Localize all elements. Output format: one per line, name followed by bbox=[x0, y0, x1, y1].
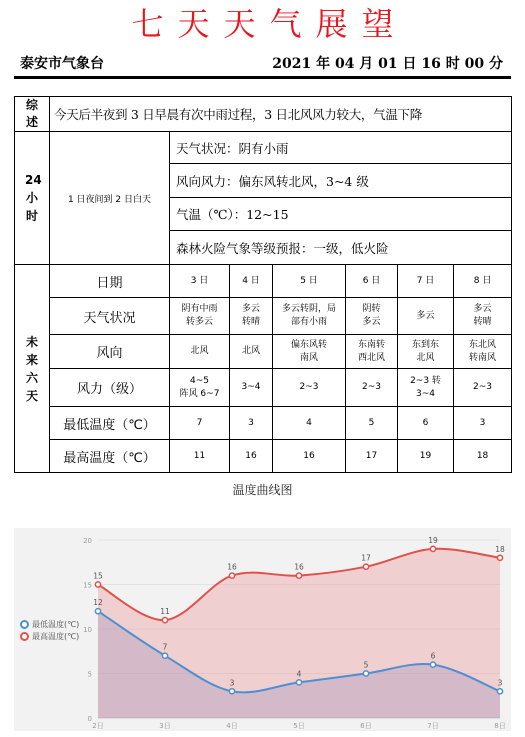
date-cell: 8 日 bbox=[454, 265, 512, 298]
data-point bbox=[430, 546, 435, 551]
wind-direction-cell: 东南转 西北风 bbox=[346, 335, 398, 369]
data-point bbox=[430, 662, 435, 667]
h24-temperature: 气温（℃）：12~15 bbox=[170, 198, 512, 231]
max-temp-cell: 11 bbox=[170, 440, 230, 473]
six-day-label: 未 来 六 天 bbox=[15, 265, 50, 473]
wind-force-cell: 2~3 bbox=[273, 369, 346, 407]
data-point bbox=[162, 618, 167, 623]
wind-direction-cell: 东北风 转南风 bbox=[454, 335, 512, 369]
summary-text: 今天后半夜到 3 日早晨有次中雨过程，3 日北风风力较大，气温下降 bbox=[50, 97, 512, 132]
legend-min-label: 最低温度(℃) bbox=[32, 619, 80, 629]
h24-fire-danger: 森林火险气象等级预报：一级，低火险 bbox=[170, 231, 512, 265]
legend-max-icon bbox=[20, 632, 29, 641]
data-point bbox=[497, 555, 502, 560]
wind-direction-cell: 北风 bbox=[170, 335, 230, 369]
weather-cell: 多云 转晴 bbox=[454, 298, 512, 335]
data-point bbox=[497, 689, 502, 694]
weather-cell: 多云转阴，局 部有小雨 bbox=[273, 298, 346, 335]
issue-datetime: 2021 年 04 月 01 日 16 时 00 分 bbox=[272, 56, 503, 72]
h24-wind: 风向风力：偏东风转北风，3~4 级 bbox=[170, 164, 512, 198]
data-label: 7 bbox=[162, 642, 168, 652]
data-label: 4 bbox=[296, 669, 302, 679]
date-cell: 4 日 bbox=[230, 265, 273, 298]
temperature-chart bbox=[14, 528, 511, 731]
issuing-organization: 泰安市气象台 bbox=[20, 56, 104, 72]
row-label-max-temp: 最高温度（℃） bbox=[50, 440, 170, 473]
min-temp-cell: 5 bbox=[346, 407, 398, 440]
weather-cell: 多云 转晴 bbox=[230, 298, 273, 335]
temperature-chart-svg bbox=[14, 528, 511, 731]
data-point bbox=[162, 653, 167, 658]
data-label: 18 bbox=[495, 544, 505, 554]
date-cell: 6 日 bbox=[346, 265, 398, 298]
row-label-weather: 天气状况 bbox=[50, 298, 170, 335]
h24-period: 1 日夜间到 2 日白天 bbox=[50, 132, 170, 265]
x-tick-label: 2日 bbox=[92, 722, 104, 730]
wind-direction-cell: 偏东风转 南风 bbox=[273, 335, 346, 369]
h24-label: 24 小 时 bbox=[15, 132, 50, 265]
legend-item-max[interactable] bbox=[20, 630, 79, 642]
wind-direction-cell: 北风 bbox=[230, 335, 273, 369]
min-temp-cell: 7 bbox=[170, 407, 230, 440]
min-temp-cell: 4 bbox=[273, 407, 346, 440]
h24-weather: 天气状况：阴有小雨 bbox=[170, 132, 512, 164]
data-point bbox=[95, 609, 100, 614]
max-temp-cell: 18 bbox=[454, 440, 512, 473]
data-label: 6 bbox=[430, 651, 436, 661]
header-row bbox=[14, 50, 511, 76]
y-tick-label: 15 bbox=[83, 581, 92, 590]
x-tick-label: 8日 bbox=[494, 722, 506, 730]
page-title: 七天天气展望 bbox=[131, 5, 408, 43]
row-label-wind-force: 风力（级） bbox=[50, 369, 170, 407]
data-label: 16 bbox=[227, 562, 237, 572]
header-divider bbox=[14, 76, 511, 79]
weather-cell: 阴转 多云 bbox=[346, 298, 398, 335]
row-label-date: 日期 bbox=[50, 265, 170, 298]
y-tick-label: 5 bbox=[87, 670, 92, 679]
legend-min-icon bbox=[20, 620, 29, 629]
summary-label: 综述 bbox=[15, 97, 50, 132]
data-point bbox=[95, 582, 100, 587]
min-temp-cell: 6 bbox=[398, 407, 454, 440]
data-label: 11 bbox=[160, 607, 170, 617]
max-temp-cell: 19 bbox=[398, 440, 454, 473]
min-temp-cell: 3 bbox=[230, 407, 273, 440]
legend-item-min[interactable] bbox=[20, 618, 79, 630]
data-label: 3 bbox=[497, 678, 503, 688]
forecast-table bbox=[14, 96, 512, 473]
wind-force-cell: 2~3 bbox=[346, 369, 398, 407]
data-point bbox=[296, 573, 301, 578]
max-temp-cell: 17 bbox=[346, 440, 398, 473]
min-temp-cell: 3 bbox=[454, 407, 512, 440]
data-label: 17 bbox=[361, 553, 371, 563]
weather-cell: 多云 bbox=[398, 298, 454, 335]
date-cell: 5 日 bbox=[273, 265, 346, 298]
data-label: 19 bbox=[428, 535, 438, 545]
data-label: 3 bbox=[229, 678, 235, 688]
data-point bbox=[229, 573, 234, 578]
x-tick-label: 6日 bbox=[360, 722, 372, 730]
wind-force-cell: 4~5 阵风 6~7 bbox=[170, 369, 230, 407]
y-tick-label: 0 bbox=[87, 715, 92, 723]
x-tick-label: 3日 bbox=[159, 722, 171, 730]
chart-legend bbox=[20, 618, 79, 642]
chart-caption: 温度曲线图 bbox=[232, 483, 293, 497]
data-point bbox=[296, 680, 301, 685]
x-tick-label: 7日 bbox=[427, 722, 439, 730]
y-tick-label: 10 bbox=[83, 626, 92, 634]
x-tick-label: 5日 bbox=[293, 722, 305, 730]
data-label: 15 bbox=[93, 571, 103, 581]
data-label: 5 bbox=[363, 660, 369, 670]
y-tick-label: 20 bbox=[83, 537, 92, 545]
data-label: 12 bbox=[93, 598, 103, 608]
weather-cell: 阴有中雨 转多云 bbox=[170, 298, 230, 335]
data-point bbox=[363, 671, 368, 676]
row-label-min-temp: 最低温度（℃） bbox=[50, 407, 170, 440]
row-label-wind-direction: 风向 bbox=[50, 335, 170, 369]
wind-direction-cell: 东到东 北风 bbox=[398, 335, 454, 369]
max-temp-cell: 16 bbox=[273, 440, 346, 473]
data-point bbox=[229, 689, 234, 694]
wind-force-cell: 2~3 转 3~4 bbox=[398, 369, 454, 407]
wind-force-cell: 3~4 bbox=[230, 369, 273, 407]
data-label: 16 bbox=[294, 562, 304, 572]
max-temp-cell: 16 bbox=[230, 440, 273, 473]
x-tick-label: 4日 bbox=[226, 722, 238, 730]
wind-force-cell: 2~3 bbox=[454, 369, 512, 407]
legend-max-label: 最高温度(℃) bbox=[32, 631, 80, 641]
date-cell: 7 日 bbox=[398, 265, 454, 298]
data-point bbox=[363, 564, 368, 569]
date-cell: 3 日 bbox=[170, 265, 230, 298]
